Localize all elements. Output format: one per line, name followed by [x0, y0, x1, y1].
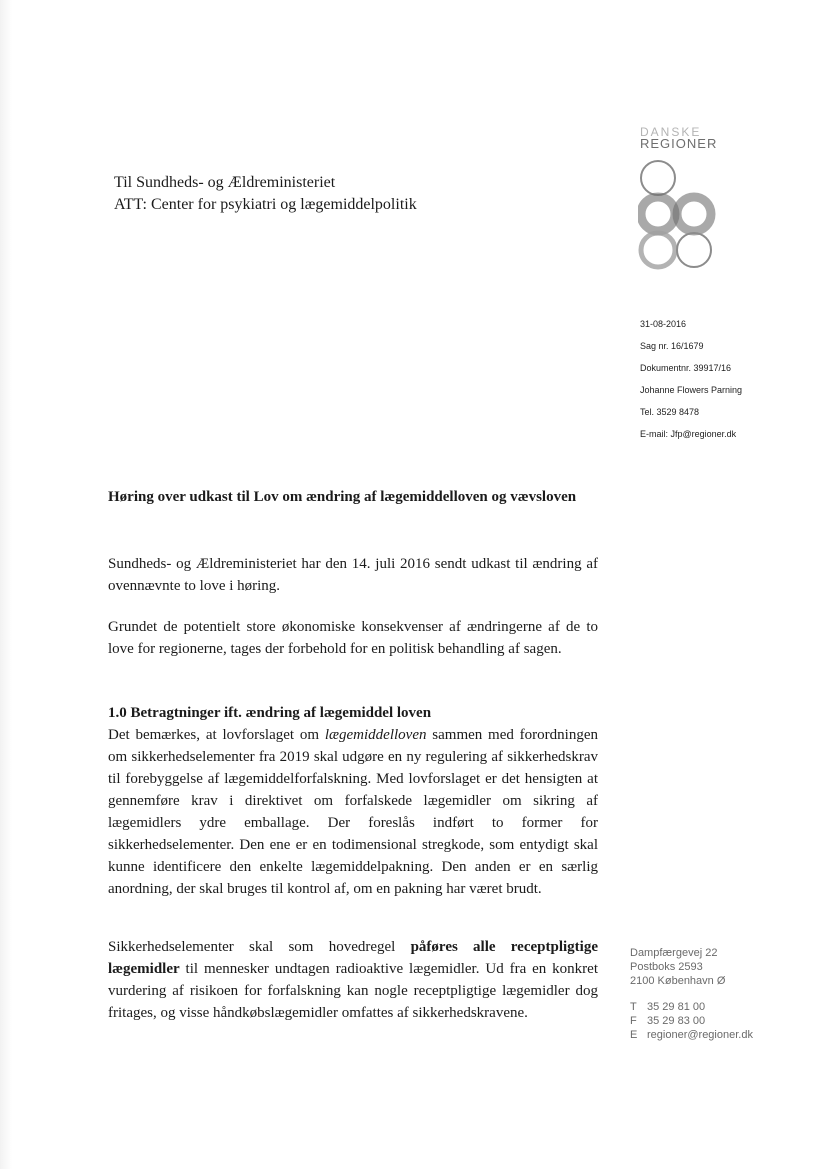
meta-date: 31-08-2016 — [640, 319, 687, 329]
danske-regioner-logo — [638, 158, 718, 270]
section-heading: 1.0 Betragtninger ift. ændring af lægemiddel loven — [108, 705, 432, 721]
logo-ring-bottom-right — [677, 233, 711, 267]
logo-ring-mid-right — [677, 197, 711, 231]
footer-fax-row — [630, 1014, 753, 1028]
paragraph-section-1 — [108, 724, 598, 900]
p4-text-b: til mennesker undtagen radioaktive lægemidler. Ud fra en konkret vurdering af risikoen for forfalskning kan nogle receptpligtige lægemidler dog fritages, og visse håndkøbslægemidler omfattes af sikkerhedskravene. — [108, 961, 598, 1021]
meta-email: E-mail: Jfp@regioner.dk — [640, 429, 737, 439]
logo-wordmark — [640, 126, 720, 150]
logo-text-bottom: REGIONER — [640, 136, 718, 151]
footer-email-row — [630, 1028, 753, 1042]
paragraph-security-elements — [108, 936, 598, 1024]
paragraph-reservation: Grundet de potentielt store økonomiske konsekvenser af ændringerne af de to love for regionerne, tages der forbehold for en politisk behandling af sagen. — [108, 619, 598, 657]
p3-emphasis: lægemiddelloven — [324, 727, 427, 743]
p4-text-a: Sikkerhedselementer skal som hovedregel — [108, 939, 411, 955]
meta-case-number: Sag nr. 16/1679 — [640, 341, 704, 351]
recipient-block — [114, 172, 417, 216]
logo-ring-bottom-left — [641, 233, 675, 267]
footer-phone-label: T — [630, 1001, 637, 1013]
letter-subject: Høring over udkast til Lov om ændring af lægemiddelloven og vævsloven — [108, 489, 577, 505]
footer-street: Dampfærgevej 22 — [630, 947, 718, 959]
logo-ring-mid-left — [641, 197, 675, 231]
footer-postbox: Postboks 2593 — [630, 961, 703, 973]
footer-email-value: regioner@regioner.dk — [647, 1029, 753, 1041]
p4-bold: påføres alle receptpligtige lægemidler — [108, 939, 598, 977]
scan-edge — [0, 0, 12, 1169]
meta-document-number: Dokumentnr. 39917/16 — [640, 363, 732, 373]
meta-contact-name: Johanne Flowers Parning — [640, 385, 743, 395]
logo-ring-top — [641, 161, 675, 195]
footer-fax-label: F — [630, 1015, 637, 1027]
recipient-line-1: Til Sundheds- og Ældreministeriet — [114, 174, 336, 191]
address-footer — [630, 946, 753, 1042]
footer-phone-row — [630, 1000, 753, 1014]
logo-text-top: DANSKE — [640, 125, 702, 139]
footer-email-label: E — [630, 1029, 638, 1041]
paragraph-intro: Sundheds- og Ældreministeriet har den 14. juli 2016 sendt udkast til ændring af ovennævnte to love i høring. — [108, 556, 598, 594]
document-meta — [640, 313, 742, 445]
p3-text-b: sammen med forordningen om sikkerhedselementer fra 2019 skal udgøre en ny regulering af sikkerhedskrav til forebyggelse af lægemiddelforfalskning. Med lovforslaget er det hensigten at gennemføre krav i direktivet om forfalskede lægemidler om sikring af lægemidlers ydre emballage. Der foreslås indført to former for sikkerhedselementer. Den ene er en todimensional stregkode, som entydigt skal kunne identificere den enkelte lægemiddelpakning. Den anden er en særlig anordning, der skal bruges til kontrol af, om en pakning har været brudt. — [108, 727, 598, 897]
meta-phone: Tel. 3529 8478 — [640, 407, 700, 417]
footer-contacts — [630, 1000, 753, 1042]
footer-city: 2100 København Ø — [630, 975, 726, 987]
recipient-line-2: ATT: Center for psykiatri og lægemiddelpolitik — [114, 196, 417, 213]
footer-phone-value: 35 29 81 00 — [647, 1001, 706, 1013]
footer-fax-value: 35 29 83 00 — [647, 1015, 706, 1027]
p3-text-a: Det bemærkes, at lovforslaget om — [108, 727, 325, 743]
